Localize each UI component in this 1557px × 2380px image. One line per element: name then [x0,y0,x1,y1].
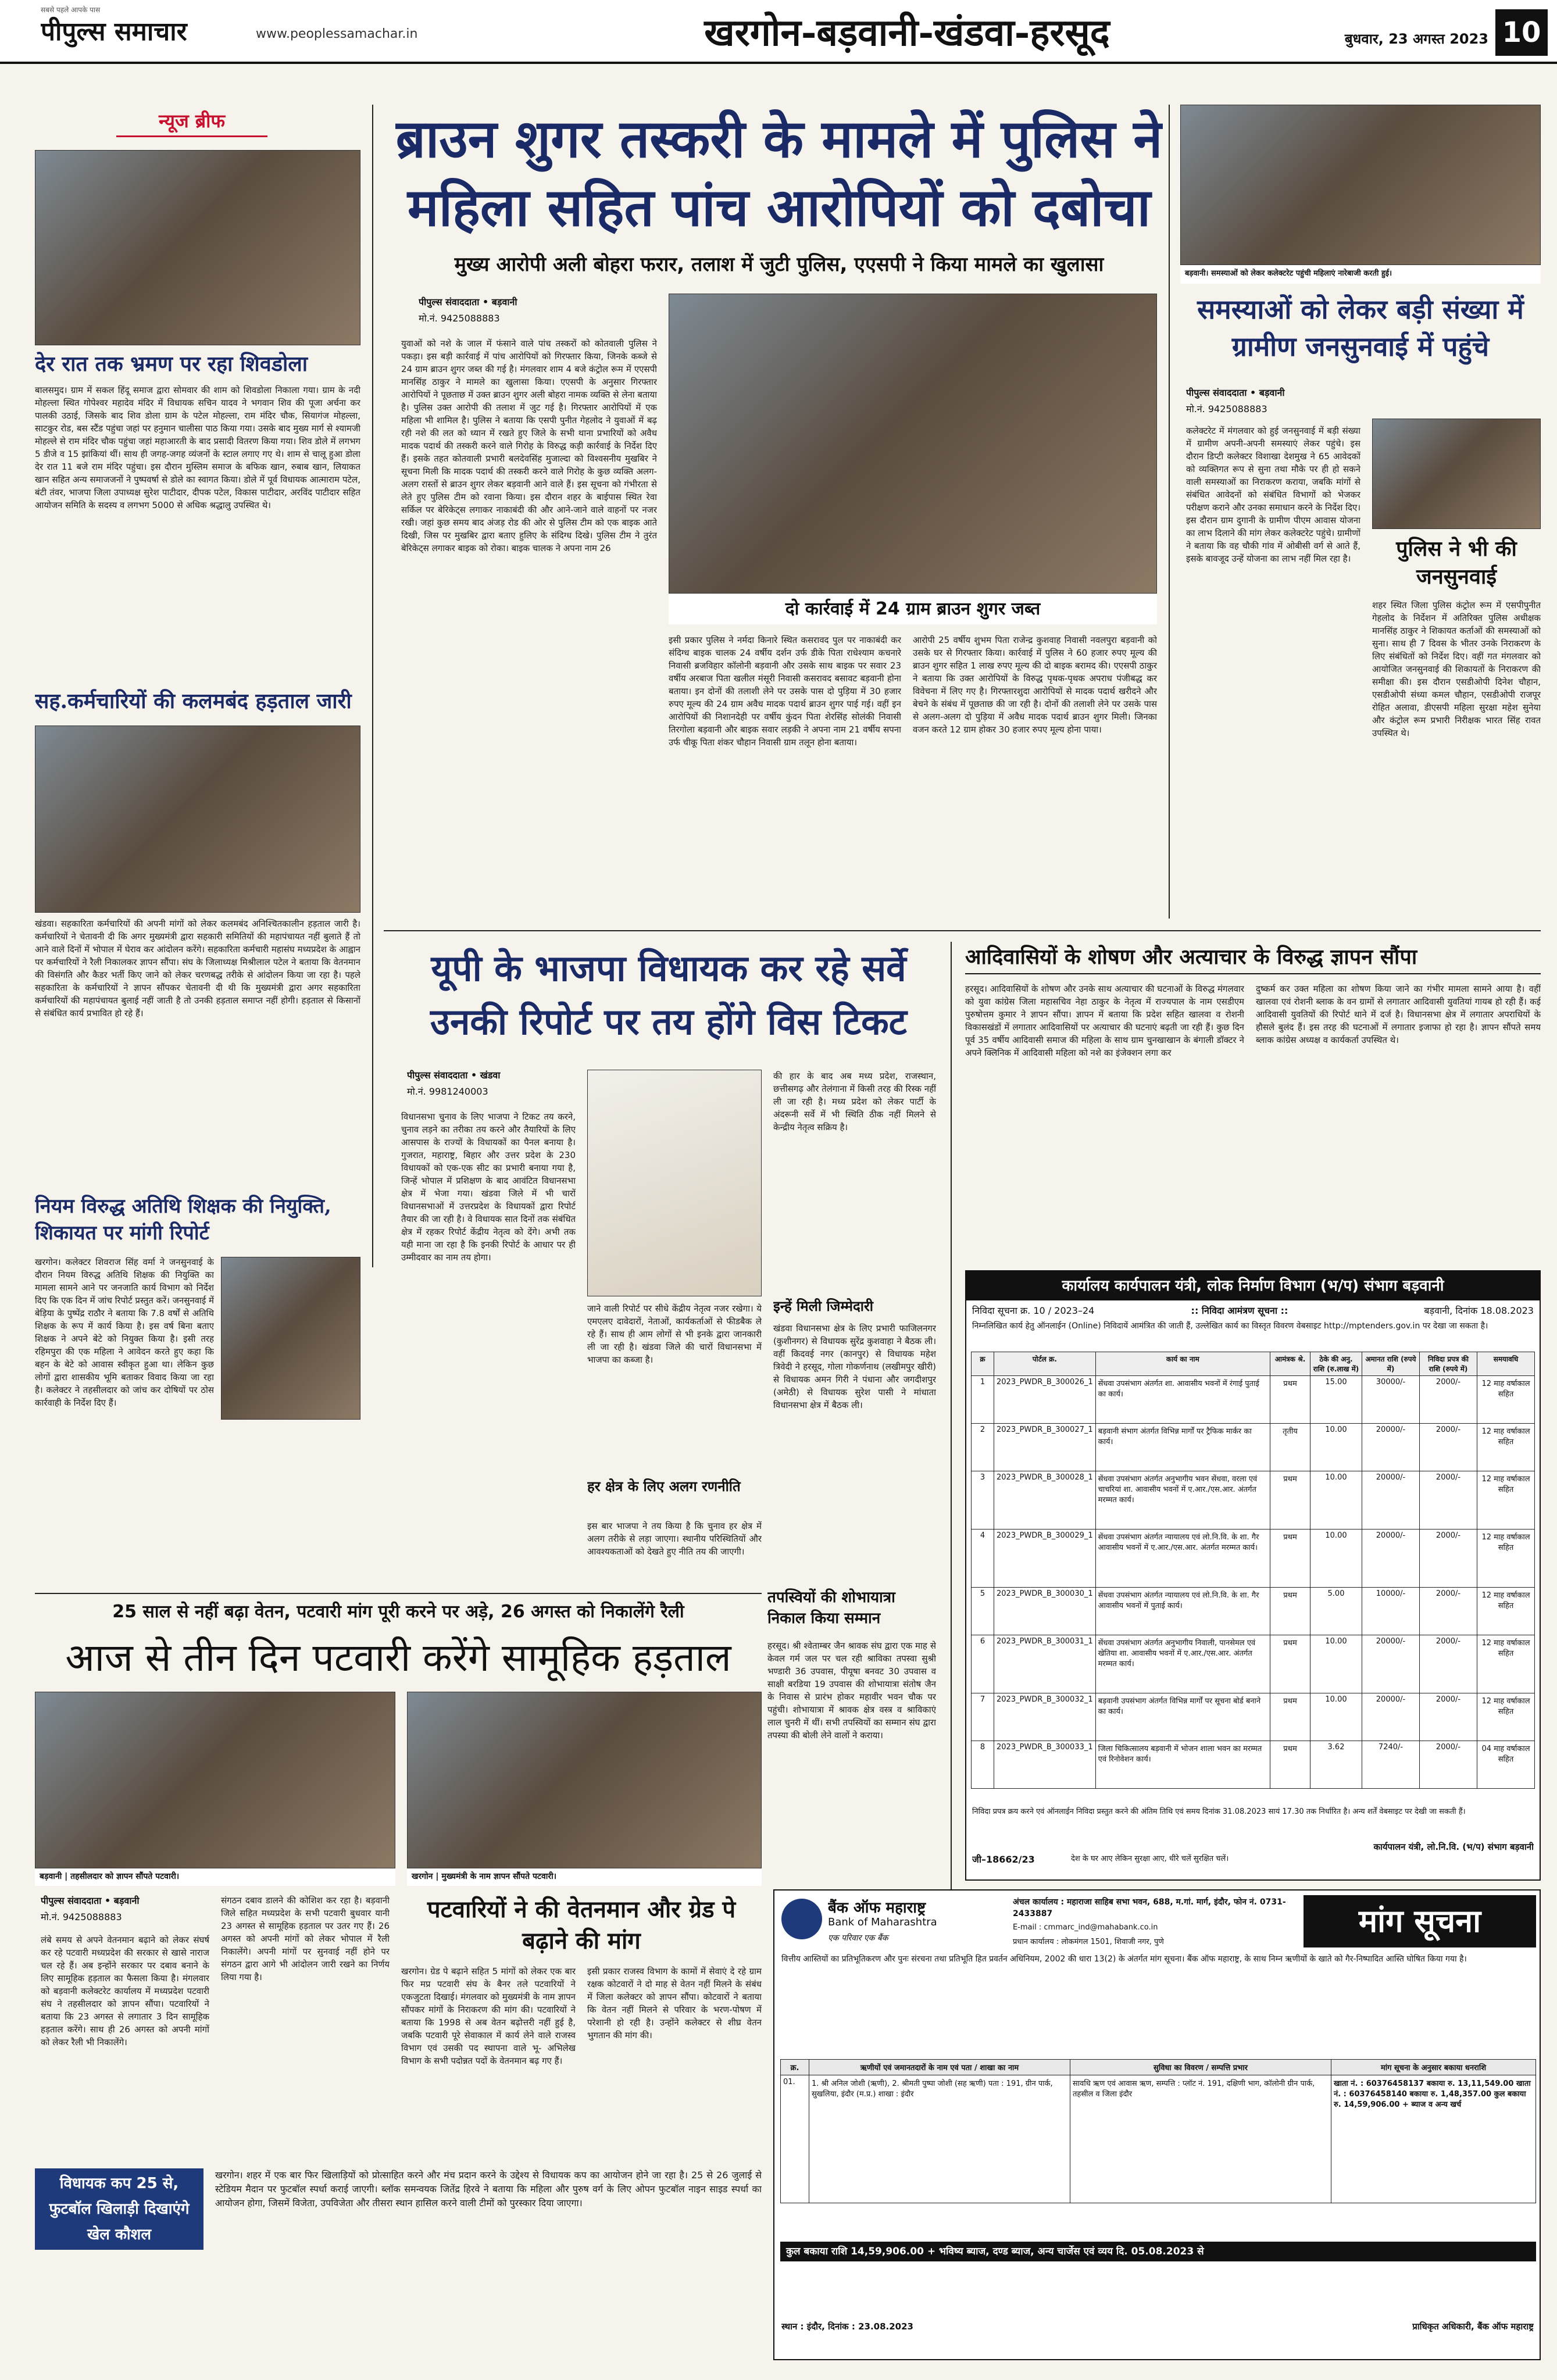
tender-col: कार्य का नाम [1095,1352,1270,1376]
tender-col: पोर्टल क्र. [994,1352,1096,1376]
bank-tag: एक परिवार एक बैंक [828,1934,888,1943]
patwari-col2: संगठन दबाव डालने की कोशिश कर रहा है। बड़वानी जिले सहित मध्यप्रदेश के सभी पटवारी बुधवार यानी 23 अगस्त से सामूहिक हड़ताल पर उतर गए हैं। 26 अगस्त को अपनी मांगों को लेकर भोपाल में रैली निकालेंगे। अपनी मांगों पर सुनवाई नहीं होने पर संगठन द्वारा आगे भी आंदोलन जारी रखने का निर्णय लिया गया है। [221,1895,390,1982]
janasunwai-headline: समस्याओं को लेकर बड़ी संख्या में ग्रामीण जनसुनवाई में पहुंचे [1197,294,1524,362]
brief-headline-3: नियम विरुद्ध अतिथि शिक्षक की नियुक्ति, शिकायत पर मांगी रिपोर्ट [35,1195,331,1245]
bjp-subhead-1: हर क्षेत्र के लिए अलग रणनीति [587,1478,741,1495]
tender-table [971,1352,1535,1789]
tender-intro: निम्नलिखित कार्य हेतु ऑनलाईन (Online) निविदायें आमंत्रित की जाती हैं, उल्लेखित कार्य का विस्तृत विवरण वेबसाइट http://mptenders.gov.in पर देखा जा सकता है। [972,1321,1488,1331]
table-row: 8 2023_PWDR_B_300033_1 जिला चिकित्सालय बड़वानी में भोजन शाला भवन का मरम्मत एवं रिनोवेशन कार्य। प्रथम 3.62 7240/- 2000/- 04 माह वर्षाकाल सहित [972,1741,1535,1789]
lead-col3: आरोपी 25 वर्षीय शुभम पिता राजेन्द्र कुशवाह निवासी नवलपुरा बड़वानी को उसके घर से गिरफ्तार किया। कार्रवाई में पुलिस ने 60 हजार रुपए मूल्य की ब्राउन शुगर सहित 1 लाख रुपए मूल्य की दो बाइक बरामद की। एएसपी ठाकुर ने बताया कि उक्त आरोपियों के विरुद्ध पृथक-पृथक अपराध पंजीबद्ध कर विवेचना में लिए गए है। गिरफ्तारशुदा आरोपियों से मादक पदार्थ खरीदने और बेचने के संबंध में पूछताछ की जा रही है। दोनों की तलाशी लेने पर उसके पास से अलग-अलग दो पुड़िया में अवैध मादक पदार्थ ब्राउन शुगर मिली। जिनका वजन करते 12 ग्राम होकर 30 हजार रुपए मूल्य होना पाया। [913,635,1157,735]
tribal-headline: आदिवासियों के शोषण और अत्याचार के विरुद्ध ज्ञापन सौंपा [965,942,1541,974]
patwari-photo-1 [35,1692,395,1868]
tender-col: ठेके की अनु. राशि (रु.लाख में) [1310,1352,1362,1376]
tender-date: बड़वानी, दिनांक 18.08.2023 [1424,1305,1534,1316]
bjp-col2: जाने वाली रिपोर्ट पर सीधे केंद्रीय नेतृत्व नजर रखेगा। ये एमएलए दावेदारों, नेताओं, कार्यकर्ताओं से फीडबैक ले रहे हैं। साथ ही आम लोगों से भी इनके द्वारा जानकारी ली जा रही है। खंडवा जिले की चारों विधानसभा में भाजपा का कब्जा है। [587,1303,762,1365]
bjp-col1: विधानसभा चुनाव के लिए भाजपा ने टिकट तय करने, चुनाव लड़ने का तरीका तय करने और तैयारियों के लिए आसपास के राज्यों के विधायकों का पैनल बनाया है। गुजरात, महाराष्ट्र, बिहार और उत्तर प्रदेश के 230 विधायकों को एक-एक सीट का प्रभारी बनाया गया है, जिन्हें भोपाल में प्रशिक्षण के बाद आवंटित विधानसभा क्षेत्र में भेजा गया। खंडवा जिले में भी चारों विधानसभाओं में उत्तरप्रदेश के विधायकों द्वारा रिपोर्ट तैयार की जा रही है। वे विधायक सात दिनों तक संबंधित क्षेत्र में रहकर रिपोर्ट केंद्रीय नेतृत्व को देंगे। अभी तक यही माना जा रहा है कि इनकी रिपोर्ट के आधार पर ही उम्मीदवार का नाम तय होगा। [401,1112,576,1263]
patwari-mobile: मो.नं. 9425088883 [41,1911,122,1922]
tender-footer: निविदा प्रपत्र क्रय करने एवं ऑनलाईन निविदा प्रस्तुत करने की अंतिम तिथि एवं समय दिनांक 31.08.2023 सायं 17.30 तक निर्धारित है। अन्य शर्तें वेबसाइट पर देखी जा सकती हैं। [972,1807,1466,1816]
tender-col: अमानत राशि (रुपये में) [1362,1352,1420,1376]
bjp-col3b: खंडवा विधानसभा क्षेत्र के लिए प्रभारी फाजिलनगर (कुशीनगर) से विधायक सुरेंद्र कुशवाहा ने बैठक ली। वहीं किदवई नगर (कानपुर) से विधायक महेश त्रिवेदी ने हरसूद, गोला गोकर्णनाथ (लखीमपुर खीरी) से विधायक अमन गिरी ने पंधाना और जगदीशपुर (अमेठी) से विधायक सुरेश पासी ने मांधाता विधानसभा क्षेत्र में बैठक ली। [773,1323,936,1410]
tender-col: क्र [972,1352,994,1376]
bank-body: वित्तीय आस्तियों का प्रतिभूतिकरण और पुनः संरचना तथा प्रतिभूति हित प्रवर्तन अधिनियम, 2002 की धारा 13(2) के अंतर्गत मांग सूचना। बैंक ऑफ महाराष्ट्र, के साथ निम्न ऋणीयों के खाते को गैर-निष्पादित आस्ति घोषित किया गया है। [781,1954,1467,1964]
bank-place: स्थान : इंदौर, दिनांक : 23.08.2023 [781,2321,913,2332]
patwari-caption-1: बड़वानी | तहसीलदार को ज्ञापन सौंपते पटवारी। [35,1868,395,1886]
football-box: विधायक कप 25 से, फुटबॉल खिलाड़ी दिखाएंगे खेल कौशल [35,2168,203,2250]
bjp-mobile: मो.नं. 9981240003 [407,1086,488,1097]
bjp-byline: पीपुल्स संवाददाता • खंडवा [407,1070,501,1081]
table-row: 6 2023_PWDR_B_300031_1 सेंधवा उपसंभाग अंतर्गत अनुभागीय निवाली, पानसेमल एवं खेतिया शा. आवासीय भवनों में ए.आर./एस.आर. अंतर्गत मरम्मत कार्य। प्रथम 10.00 20000/- 2000/- 12 माह वर्षाकाल सहित [972,1635,1535,1693]
janasunwai-top-caption: बड़वानी। समस्याओं को लेकर कलेक्टरेट पहुंची महिलाएं नारेबाजी करती हुई। [1180,265,1541,284]
patwari-byline: पीपुल्स संवाददाता • बड़वानी [41,1895,140,1906]
bank-table [780,2059,1536,2203]
tender-col: समयावधि [1477,1352,1535,1376]
masthead-url[interactable]: www.peoplessamachar.in [256,27,418,41]
lead-byline: पीपुल्स संवाददाता • बड़वानी [419,296,517,308]
bjp-cartoon [587,1070,762,1296]
patwari-caption-2: खरगोन | मुख्यमंत्री के नाम ज्ञापन सौंपते पटवारी। [407,1868,762,1886]
patwari-col3: खरगोन। ग्रेड पे बढ़ाने सहित 5 मांगों को लेकर एक बार फिर मप्र पटवारी संघ के बैनर तले पटवारियों ने एकजुटता दिखाई। मंगलवार को मुख्यमंत्री के नाम ज्ञापन सौंपकर मांगों के निराकरण की मांग की। पटवारियों ने बताया कि 1998 से अब वेतन बढ़ोत्तरी नहीं हुई है, जबकि पटवारी पूरे सेवाकाल में कार्य लेने वाले राजस्व विभाग एवं उसकी पद स्थापना वाले भू- अभिलेख विभाग के सभी पदोन्नत पदों के वेतनमान बढ़ गए हैं। [401,1966,576,2066]
lead-col2: इसी प्रकार पुलिस ने नर्मदा किनारे स्थित कसरावद पुल पर नाकाबंदी कर संदिग्ध बाइक चालक 24 वर्षीय दर्शन उर्फ डीके पिता राधेश्याम कचनारे निवासी ब्रजविहार कॉलोनी बड़वानी और उसके साथ बाइक पर सवार 23 वर्षीय अरबाज पिता खलील मंसूरी निवासी कसरावद बसावट बड़वानी होना बताया। इन दोनों की तलाशी लेने पर उसके पास दो पुड़िया में 30 हजार रुपए मूल्य की 24 ग्राम अवैध मादक पदार्थ ब्राउन शुगर पाई गई। वहीं इन आरोपियों की निशानदेही पर वर्षीय कुंदन पिता शेरसिंह सोलंकी निवासी तिरगोला बड़वानी और बाइक सवार लड़की ने अपना नाम 21 वर्षीय सपना उर्फ चीकू पिता शंकर चौहान निवासी ग्राम तलून होना बताया। [669,635,901,748]
bjp-subhead-2: इन्हें मिली जिम्मेदारी [773,1298,874,1314]
bjp-col3: की हार के बाद अब मध्य प्रदेश, राजस्थान, छत्तीसगढ़ और तेलंगाना में किसी तरह की रिस्क नहीं ली जा रही है। मध्य प्रदेश को लेकर पार्टी के अंदरूनी सर्वे में भी स्थिति ठीक नहीं मिलने से केन्द्रीय नेतृत्व सक्रिय है। [773,1071,936,1132]
bjp-headline: यूपी के भाजपा विधायक कर रहे सर्वे उनकी रिपोर्ट पर तय होंगे विस टिकट [430,947,907,1043]
lead-headline: ब्राउन शुगर तस्करी के मामले में पुलिस ने महिला सहित पांच आरोपियों को दबोचा [395,108,1163,238]
table-row: 1 2023_PWDR_B_300026_1 सेंधवा उपसंभाग अंतर्गत शा. आवासीय भवनों में रंगाई पुताई का कार्य। प्रथम 15.00 30000/- 2000/- 12 माह वर्षाकाल सहित [972,1376,1535,1424]
table-row: 7 2023_PWDR_B_300032_1 बड़वानी उपसंभाग अंतर्गत विभिन्न मार्गों पर सूचना बोर्ड बनाने का कार्य। प्रथम 10.00 20000/- 2000/- 12 माह वर्षाकाल सहित [972,1693,1535,1741]
masthead-logo: पीपुल्स समाचार [41,17,187,47]
brief-text-1: बालसमुद। ग्राम में सकल हिंदू समाज द्वारा सोमवार की शाम को शिवडोला निकाला गया। ग्राम के नदी मोहल्ला स्थित गोपेश्वर महादेव मंदिर में विधायक सचिन यादव ने भगवान शिव की पूजा अर्चना कर पालकी उठाई, जिसके बाद शिव डोला ग्राम के पटेल मोहल्ला, राम मंदिर चौक, सियागंज मोहल्ला, साटकुर रोड, बस स्टैंड पहुंचा जहां पर हनुमान चालीसा पाठ किया गया। उसके बाद मुख्य मार्ग से श्यामजी मोहल्ले से राम मंदिर चौक पहुंचा जहां महाआरती के बाद प्रसादी वितरण किया गया। शिव डोले में लगभग 5 डीजे व 15 झांकियां थीं। साथ ही जगह-जगह व्यंजनों के स्टाल लगाए गए थे। शाम से चालू हुआ डोला देर रात 11 बजे राम मंदिर पहुंचा। इस दौरान मुस्लिम समाज के बफिक खान, रुबाब खान, लियाकत खान सहित अन्य समाजजनों ने पुष्पवर्षा से डोले का स्वागत किया। डोले में पूर्व विधायक आत्माराम पटेल, बंटी तंवर, भाजपा जिला उपाध्यक्ष सुरेश पाटीदार, दीपक पटेल, विकास पाटीदार, अरविंद पाटीदार सहित आयोजन समिति के सदस्य व लगभग 5000 से अधिक श्रद्धालु उपस्थित थे। [35,385,360,510]
lead-subhead: मुख्य आरोपी अली बोहरा फरार, तलाश में जुटी पुलिस, एएसपी ने किया मामले का खुलासा [454,253,1104,276]
bank-notice-title: मांग सूचना [1304,1895,1536,1947]
bank-name-hi: बैंक ऑफ महाराष्ट्र [828,1899,926,1916]
strike-photo [35,726,360,913]
bank-table-wrap [780,2059,1536,2234]
bank-total: कुल बकाया राशि 14,59,906.00 + भविष्य ब्याज, दण्ड ब्याज, अन्य चार्जेस एवं व्यय दि. 05.08.2023 से [780,2242,1536,2261]
shivdola-photo [35,150,360,345]
patwari-subhead: पटवारियों ने की वेतनमान और ग्रेड पे बढ़ाने की मांग [427,1896,736,1954]
table-row: 01. 1. श्री अनिल जोशी (ऋणी), 2. श्रीमती पुष्पा जोशी (सह ऋणी) पता : 191, ग्रीन पार्क, सुखलिया, इंदौर (म.प्र.) शाखा : इंदौर सावधि ऋण एवं आवास ऋण, सम्पत्ति : प्लॉट नं. 191, दक्षिणी भाग, कॉलोनी ग्रीन पार्क, तहसील व जिला इंदौर खाता नं. : 60376458137 बकाया रु. 13,11,549.00 खाता नं. : 60376458140 बकाया रु. 1,48,357.00 कुल बकाया रु. 14,59,906.00 + ब्याज व अन्य खर्च [781,2075,1536,2203]
bank-col: क्र. [781,2060,809,2075]
section-title: खरगोन-बड़वानी-खंडवा-हरसूद [704,11,1110,55]
masthead [0,0,1557,64]
table-row: 5 2023_PWDR_B_300030_1 सेंधवा उपसंभाग अंतर्गत न्यायालय एवं लो.नि.वि. के शा. गैर आवासीय भवनों में पुताई कार्य। प्रथम 5.00 10000/- 2000/- 12 माह वर्षाकाल सहित [972,1588,1535,1635]
tribal-col2: दुष्कर्म कर उक्त महिला का शोषण किया जाने का गंभीर मामला सामने आया है। वहीं खालवा एवं रोशनी ब्लाक के वन ग्रामों से लगातार आदिवासी युवतियां गायब हो रही हैं। कई आदिवासी युवतियों की रिपोर्ट थाने में दर्ज है। विधानसभा क्षेत्र में लगातार अपराधियों के हौसले बुलंद हैं। इस तरह की घटनाओं में लगातार इजाफा हो रहा है। ज्ञापन सौंपते समय ब्लाक कांग्रेस अध्यक्ष व कार्यकर्ता उपस्थित थे। [1256,984,1541,1045]
table-row: 4 2023_PWDR_B_300029_1 सेंधवा उपसंभाग अंतर्गत न्यायालय एवं लो.नि.वि. के शा. गैर आवासीय भवनों में ए.आर./एस.आर. अंतर्गत मरम्मत कार्य। प्रथम 10.00 20000/- 2000/- 12 माह वर्षाकाल सहित [972,1530,1535,1588]
bank-col: सुविधा का विवरण / सम्पत्ति प्रभार [1070,2060,1331,2075]
tribal-col1: हरसूद। आदिवासियों के शोषण और उनके साथ अत्याचार की घटनाओं के विरुद्ध मंगलवार को युवा कांग्रेस जिला महासचिव नेहा ठाकुर के नेतृत्व में राज्यपाल के नाम एसडीएम पुरुषोत्तम कुमार ने ज्ञापन सौंपा। ज्ञापन में बताया कि प्रदेश सहित खालवा व रोशनी विकासखंडों में लगातार आदिवासियों पर अत्याचार की घटनाएं बढ़ती जा रही हैं। कुछ दिन पूर्व 35 वर्षीय आदिवासी समाज की महिला के साथ ग्राम चुनखाखान के बंगाली डॉक्टर ने अपने क्लिनिक में आदिवासी महिला को नशे का इंजेक्शन लगा कर [965,984,1244,1058]
tapasvi-text: हरसूद। श्री श्वेताम्बर जैन श्रावक संघ द्वारा एक माह से केवल गर्म जल पर चल रही श्राविका तपस्वा सुश्री भण्डारी 36 उपवास, पीयूषा बनवट 30 उपवास व साक्षी बरडिया 19 उपवास की शोभायात्रा संतोष जैन के निवास से प्रारंभ होकर महावीर भवन चौक पर पहुंची। शोभायात्रा में श्रावक क्षेत्र वस्त्र व श्राविकाएं लाल चुनरी में थीं। सभी तपस्वियों का सम्मान संघ द्वारा तपस्या की बोली लेने वालों ने कराया। [767,1641,936,1741]
tender-notice-no: निविदा सूचना क्र. 10 / 2023–24 [972,1305,1095,1316]
janasunwai-protest-photo [1180,105,1541,265]
bank-col: ऋणीयों एवं जमानतदारों के नाम एवं पता / शाखा का नाम [809,2060,1070,2075]
janasunwai-mobile: मो.नं. 9425088883 [1186,403,1267,414]
tapasvi-headline: तपस्वियों की शोभायात्रा निकाल किया सम्मान [767,1589,895,1627]
patwari-kicker: 25 साल से नहीं बढ़ा वेतन, पटवारी मांग पूरी करने पर अड़े, 26 अगस्त को निकालेंगे रैली [112,1602,684,1622]
brief-headline-2: सह.कर्मचारियों की कलमबंद हड़ताल जारी [35,689,352,713]
bank-notice [773,1889,1541,2360]
tender-signer: कार्यपालन यंत्री, लो.नि.वि. (भ/प) संभाग बड़वानी [1373,1842,1534,1852]
brief-text-2: खंडवा। सहकारिता कर्मचारियों की अपनी मांगों को लेकर कलमबंद अनिश्चितकालीन हड़ताल जारी है। कर्मचारियों ने चेतावनी दी कि अगर मुख्यमंत्री द्वारा सहकारी समितियों की महापंचायत नहीं बुलाते हैं तो आने वाले दिनों में भोपाल में घेराव कर आंदोलन करेंगे। सहकारिता कर्मचारी महासंघ मध्यप्रदेश के आह्वान पर कर्मचारियों ने रैली निकालकर ज्ञापन सौंपा। संघ के जिलाध्यक्ष मिश्रीलाल पटेल ने बताया कि वेतनमान की विसंगति और कैडर भर्ती किए जाने को लेकर चरणबद्ध तरीके से आंदोलन किया जा रहा है। पहले सहकारिता के कर्मचारियों ने ज्ञापन सौंपकर चेतावनी दी थी कि मुख्यमंत्री द्वारा अगर सहकारिता कर्मचारियों की महापंचायत बुलाई नहीं जाती है तो उनकी हड़ताल समाप्त नहीं होगी। हड़ताल से किसानों से संबंधित कार्य प्रभावित हो रहे हैं। [35,919,360,1019]
patwari-col4: इसी प्रकार राजस्व विभाग के कामों में सेवाएं दे रहे ग्राम रक्षक कोटवारों ने दो माह से वेतन नहीं मिलने के संबंध में जिला कलेक्टर को ज्ञापन सौंपा। कोटवारों ने बताया कि वेतन नहीं मिलने से परिवार के भरण-पोषण में परेशानी हो रही है। उन्होंने कलेक्टर से शीघ्र वेतन भुगतान की मांग की। [587,1966,762,2040]
tender-table-wrap [971,1352,1535,1799]
janasunwai-byline: पीपुल्स संवाददाता • बड़वानी [1186,387,1285,398]
janasunwai-text1: कलेक्टरेट में मंगलवार को हुई जनसुनवाई में बड़ी संख्या में ग्रामीण अपनी-अपनी समस्याएं लेकर पहुंचे। इस दौरान डिप्टी कलेक्टर विशाखा देशमुख ने 65 आवेदकों को व्यक्तिगत रूप से सुना तथा मौके पर ही हो सकने वाली समस्याओं का निराकरण कराया, जबकि मांगों से संबंधित आवेदनों को संबंधित विभागों को भेजकर परीक्षण कराने और उनका समाधान करने के निर्देश दिए। इस दौरान ग्राम दुगानी के ग्रामीण पीएम आवास योजना का लाभ दिलाने की मांग लेकर कलेक्टरेट पहुंचे। ग्रामीणों ने बताया कि वह चौकी गांव में ओबीसी वर्ग से आते हैं, इसके बावजूद उन्हें योजना का लाभ नहीं मिल रहा है। [1186,426,1360,564]
lead-mobile: मो.नं. 9425088883 [419,313,500,324]
page-number: 10 [1495,9,1548,56]
tender-col: आमंत्रक श्रे. [1270,1352,1310,1376]
tender-notice [965,1270,1541,1881]
tender-ji: जी–18662/23 [972,1854,1035,1865]
bjp-col2b: इस बार भाजपा ने तय किया है कि चुनाव हर क्षेत्र में अलग तरीके से लड़ा जाएगा। स्थानीय परिस्थितियों और आवश्यकताओं को देखते हुए नीति तय की जाएगी। [587,1521,762,1557]
janasunwai-photo-2 [1372,419,1541,529]
football-text: खरगोन। शहर में एक बार फिर खिलाड़ियों को प्रोत्साहित करने और मंच प्रदान करने के उद्देश्य से विधायक कप का आयोजन होने जा रहा है। 25 से 26 जुलाई से स्टेडियम मैदान पर फुटबॉल स्पर्धा कराई जाएगी। ब्लॉक समन्वयक जितेंद्र हिरवे ने बताया कि महिला और पुरुष वर्ग के लिए ओपन फुटबॉल नाइन साइड स्पर्धा का आयोजन होगा, जिसमें विजेता, उपविजेता और तीसरा स्थान हासिल करने वाली टीमों को पुरस्कार दिया जाएगा। [215,2170,762,2209]
brief-text-3: खरगोन। कलेक्टर शिवराज सिंह वर्मा ने जनसुनवाई के दौरान नियम विरुद्ध अतिथि शिक्षक की नियुक्ति का मामला सामने आने पर जनजाति कार्य विभाग को निर्देश दिए कि एक दिन में जांच रिपोर्ट प्रस्तुत करें। जनसुनवाई में बेड़िया के पुष्पेंद्र राठौर ने बताया कि 7.8 वर्षों से अतिथि शिक्षक के रूप में कार्य किया है। इस वर्ष बिना बताए शिक्षक ने अपने बेटे को नियुक्त किया है। इसी तरह रहिमपुरा की एक महिला ने आवेदन करते हुए कहा कि बहन के बेटे को आवास स्वीकृत हुआ था। लेकिन कुछ लोगों द्वारा शासकीय भूमि बताकर विवाद किया जा रहा है। कलेक्टर ने तहसीलदार को जांच कर दोषियों पर ठोस कार्रवाही के निर्देश दिए हैं। [35,1257,214,1408]
bank-email: E-mail : cmmarc_ind@mahabank.co.in [1013,1923,1158,1932]
bank-col: मांग सूचना के अनुसार बकाया धनराशि [1331,2060,1536,2075]
bank-name-en: Bank of Maharashtra [828,1916,937,1928]
masthead-date: बुधवार, 23 अगस्त 2023 [1344,31,1488,47]
janasunwai-text2: शहर स्थित जिला पुलिस कंट्रोल रूम में एसपीपुनीत गेहलोद के निर्देशन में अतिरिक्त पुलिस अधीक्षक मानसिंह ठाकुर ने शिकायत कर्ताओं की समस्याओं को सुना। साथ ही 7 दिवस के भीतर उनके निराकरण के लिए संबंधितों को निर्देश दिए। वहीं गत मंगलवार को आयोजित जनसुनवाई की शिकायतों के निराकरण की समीक्षा की। इस दौरान एसडीओपी दिनेश चौहान, एसडीओपी संध्या कमल चौहान, एसडीओपी राजपूर रोहित अलावा, डीएसपी महिला सुरक्षा महेश सुनेया और कंट्रोल रूम प्रभारी निरीक्षक भारत सिंह रावत उपस्थित थे। [1372,600,1541,738]
tender-col: निविदा प्रपत्र की राशि (रुपये में) [1420,1352,1477,1376]
bank-office: अंचल कार्यालय : महाराजा साहिब सभा भवन, 688, म.गां. मार्ग, इंदौर, फोन नं. 0731-2433887 [1013,1897,1286,1918]
tender-slogan: देश के घर आए लेकिन सुरक्षा आए, धीरे चलें सुरक्षित चलें। [1071,1854,1229,1863]
patwari-headline: आज से तीन दिन पटवारी करेंगे सामूहिक हड़ताल [65,1635,731,1680]
bank-signer: प्राधिकृत अधिकारी, बैंक ऑफ महाराष्ट्र [1412,2321,1534,2332]
janasunwai-subhead: पुलिस ने भी की जनसुनवाई [1396,537,1517,589]
tender-notice-title: :: निविदा आमंत्रण सूचना :: [1191,1305,1288,1316]
table-row: 2 2023_PWDR_B_300027_1 बड़वानी संभाग अंतर्गत विभिन्न मार्गों पर ट्रैफिक मार्कर का कार्य। तृतीय 10.00 20000/- 2000/- 12 माह वर्षाकाल सहित [972,1424,1535,1471]
lead-photo [669,294,1157,594]
masthead-tagline: सबसे पहले आपके पास [41,6,101,14]
teacher-photo [221,1257,360,1420]
patwari-photo-2 [407,1692,762,1868]
table-row: 3 2023_PWDR_B_300028_1 सेंधवा उपसंभाग अंतर्गत अनुभागीय भवन सेंधवा, वरला एवं चाचरियां शा. आवासीय भवनों में ए.आर./एस.आर. अंतर्गत मरम्मत कार्य। प्रथम 10.00 20000/- 2000/- 12 माह वर्षाकाल सहित [972,1471,1535,1530]
lead-photo-caption: दो कार्रवाई में 24 ग्राम ब्राउन शुगर जब्त [669,594,1157,624]
brief-headline-1: देर रात तक भ्रमण पर रहा शिवडोला [35,352,308,376]
patwari-col1: लंबे समय से अपने वेतनमान बढ़ाने को लेकर संघर्ष कर रहे पटवारी मध्यप्रदेश की सरकार से खासे नाराज चल रहे हैं। अब इन्होंने सरकार पर दबाव बनाने के लिए सामूहिक हड़ताल का फैसला किया है। मंगलवार को बड़वानी कलेक्टरेट कार्यालय में मध्यप्रदेश पटवारी संघ ने तहसीलदार को ज्ञापन सौंपा। पटवारियों ने बताया कि 23 अगस्त से लगातार 3 दिन सामूहिक हड़ताल करेंगे। साथ ही 26 अगस्त को अपनी मांगों को लेकर रैली भी निकालेंगे। [41,1935,209,2047]
news-brief-label: न्यूज ब्रीफ [116,108,267,137]
lead-col1: युवाओं को नशे के जाल में फंसाने वाले पांच तस्करों को कोतवाली पुलिस ने पकड़ा। इस बड़ी कार्रवाई में पांच आरोपियों को गिरफ्तार किया, जिनके कब्जे से 24 ग्राम ब्राउन शुगर जब्त की गई है। मंगलवार शाम 4 बजे कंट्रोल रूम में एएसपी मानसिंह ठाकुर ने मामले का खुलासा किया। एएसपी के अनुसार गिरफ्तार आरोपियों ने पूछताछ में उक्त ब्राउन शुगर अली बोहरा नामक व्यक्ति से लेना बताया है। पुलिस उक्त आरोपी की तलाश में जुट गई है। गिरफ्तार आरोपियों में एक महिला भी शामिल है। पुलिस ने बताया कि एसपी पुनीत गेहलोद ने युवाओं में बढ़ रही नशे की लत को ध्यान में रखते हुए जिले के सभी थाना प्रभारियों को अवैध मादक पदार्थ की तस्करी करने वाले गिरोह के विरुद्ध कड़ी कार्रवाई के निर्देश दिए हैं। इसके तहत कोतवाली प्रभारी बलदेवसिंह मुजाल्दा को विश्वसनीय मुखबिर ने सूचना मिली कि मादक पदार्थ की तस्करी करने वाले गिरोह के कुछ व्यक्ति अलग-अलग रास्तों से ब्राउन शुगर लेकर बड़वानी आने वाले हैं। इस सूचना को गंभीरता से लेते हुए पुलिस टीम को रवाना किया। इस दौरान शहर के बाईपास स्थित रेवा सर्किल पर बेरिकेट्स लगाकर नाकाबंदी की और आने-जाने वाले वाहनों पर नजर रखी। जहां कुछ समय बाद अंजड़ रोड की ओर से पुलिस टीम को एक बाइक आते दिखी, जिस पर मुखबिर द्वारा बताए हुलिए के संदिग्ध दिखे। पुलिस टीम ने तुरंत बेरिकेट्स लगाकर बाइक को रोका। बाइक चालक ने अपना नाम 26 [401,338,657,553]
tender-title: कार्यालय कार्यपालन यंत्री, लोक निर्माण विभाग (भ/प) संभाग बड़वानी [966,1271,1540,1300]
bank-logo-icon [781,1899,822,1939]
bank-head-office: प्रधान कार्यालय : लोकमंगल 1501, शिवाजी नगर, पुणे [1013,1938,1164,1946]
